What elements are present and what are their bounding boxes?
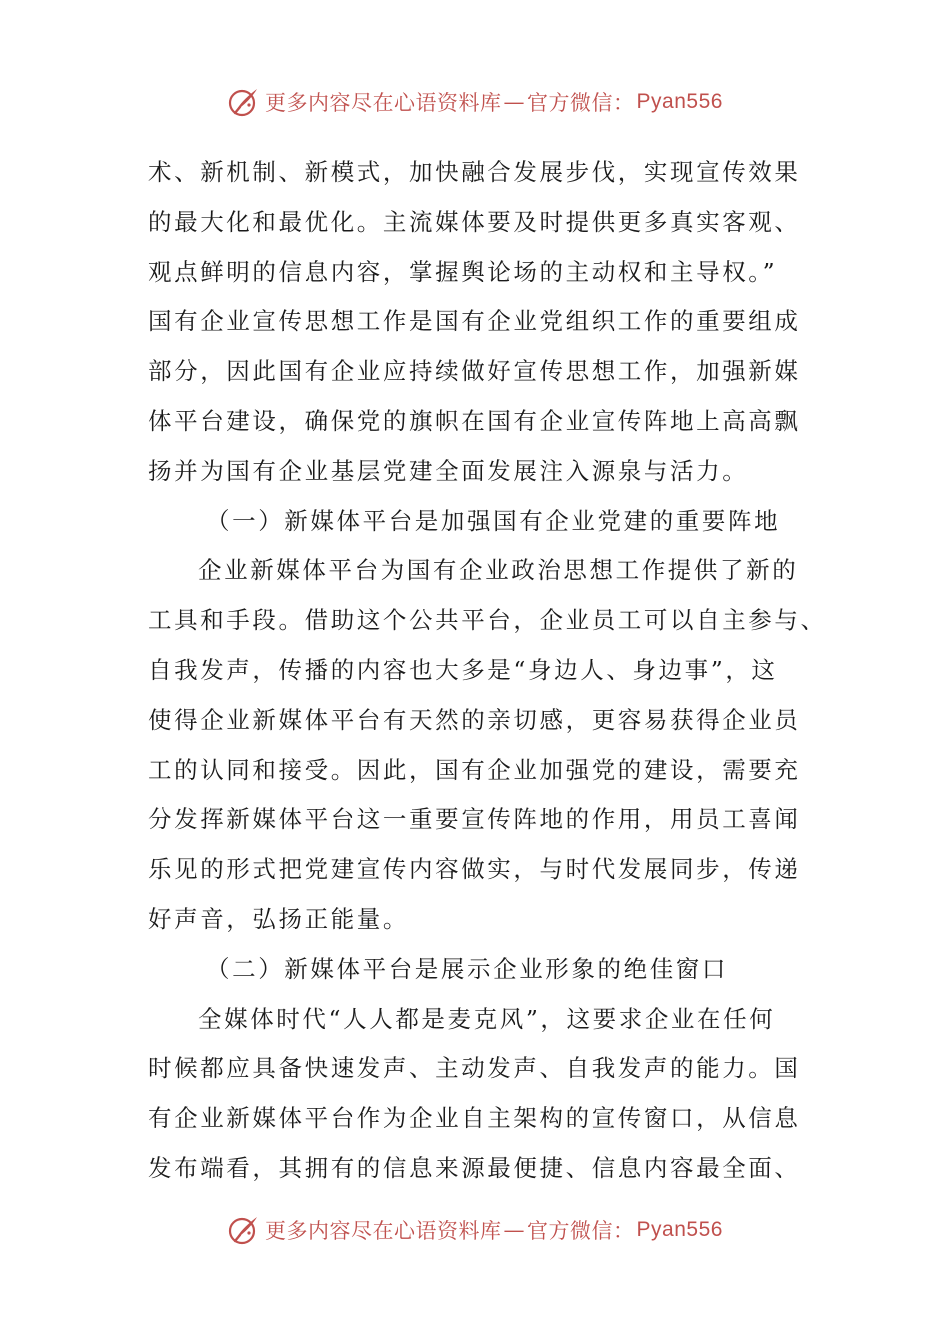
watermark-separator: —: [503, 90, 526, 114]
text-line: 好声音，弘扬正能量。: [148, 904, 409, 933]
text-line: 工的认同和接受。因此，国有企业加强党的建设，需要充: [148, 755, 801, 784]
text-line: 部分，因此国有企业应持续做好宣传思想工作，加强新媒: [148, 357, 801, 386]
watermark-brand-text: 更多内容尽在心语资料库: [265, 1219, 502, 1243]
footer-watermark: [0, 1210, 950, 1250]
text-line: 自我发声，传播的内容也大多是“身边人、身边事”，这: [148, 655, 778, 684]
watermark-brand-text: 更多内容尽在心语资料库: [265, 91, 502, 115]
watermark-wechat-id: Pyan556: [636, 90, 723, 113]
text-line: 工具和手段。借助这个公共平台，企业员工可以自主参与、: [148, 606, 827, 635]
watermark-wechat-label: 官方微信：: [527, 91, 635, 115]
section-heading: （一）新媒体平台是加强国有企业党建的重要阵地: [206, 506, 781, 535]
text-line: 发布端看，其拥有的信息来源最便捷、信息内容最全面、: [148, 1153, 801, 1182]
text-line: 使得企业新媒体平台有天然的亲切感，更容易获得企业员: [148, 705, 801, 734]
text-line: 乐见的形式把党建宣传内容做实，与时代发展同步，传递: [148, 855, 801, 884]
text-line: 分发挥新媒体平台这一重要宣传阵地的作用，用员工喜闻: [148, 805, 801, 834]
text-line: 体平台建设，确保党的旗帜在国有企业宣传阵地上高高飘: [148, 406, 801, 435]
text-line: 国有企业宣传思想工作是国有企业党组织工作的重要组成: [148, 307, 801, 336]
text-line: 的最大化和最优化。主流媒体要及时提供更多真实客观、: [148, 207, 801, 236]
quill-logo-icon: [227, 1213, 261, 1247]
header-watermark: [0, 82, 950, 122]
text-line: 全媒体时代“人人都是麦克风”，这要求企业在任何: [198, 1004, 776, 1033]
text-line: 有企业新媒体平台作为企业自主架构的宣传窗口，从信息: [148, 1104, 801, 1133]
text-line: 扬并为国有企业基层党建全面发展注入源泉与活力。: [148, 456, 749, 485]
text-line: 术、新机制、新模式，加快融合发展步伐，实现宣传效果: [148, 158, 801, 186]
watermark-separator: —: [503, 1218, 526, 1242]
document-body: [148, 148, 827, 1194]
quill-logo-icon: [227, 85, 261, 119]
section-heading: （二）新媒体平台是展示企业形象的绝佳窗口: [206, 954, 728, 983]
text-line: 观点鲜明的信息内容，掌握舆论场的主动权和主导权。”: [148, 257, 778, 286]
text-line: 时候都应具备快速发声、主动发声、自我发声的能力。国: [148, 1054, 801, 1083]
watermark-wechat-label: 官方微信：: [527, 1219, 635, 1243]
text-line: 企业新媒体平台为国有企业政治思想工作提供了新的: [198, 556, 799, 585]
watermark-wechat-id: Pyan556: [636, 1218, 723, 1241]
